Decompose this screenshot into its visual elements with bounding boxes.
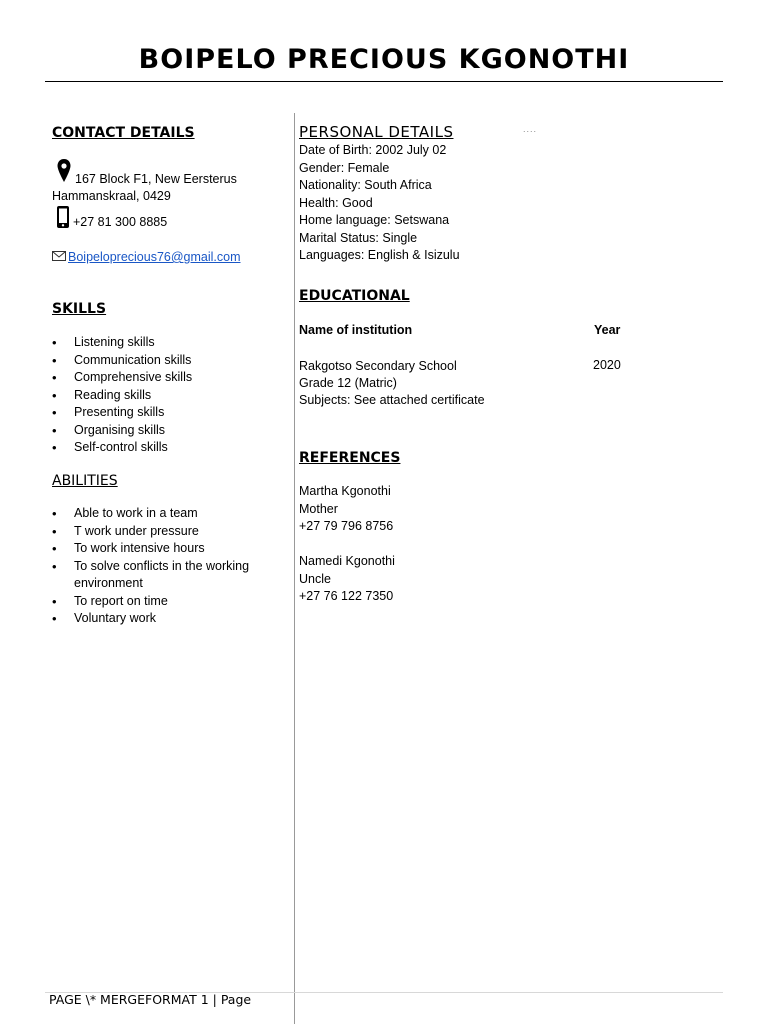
mobile-phone-icon (55, 205, 71, 229)
grade-level: Grade 12 (Matric) (299, 376, 397, 390)
personal-details-heading: PERSONAL DETAILS (299, 123, 454, 141)
column-divider (294, 113, 295, 1024)
ability-item: • Able to work in a team (52, 505, 284, 523)
ability-item: • To work intensive hours (52, 540, 284, 558)
reference-entry (299, 553, 395, 606)
ability-item: • To solve conflicts in the working environment (52, 558, 284, 593)
personal-detail-line: Health: Good (299, 195, 373, 210)
ability-item: • T work under pressure (52, 523, 284, 541)
reference-name: Martha Kgonothi (299, 484, 391, 498)
decorative-dots: .... (523, 124, 538, 134)
year-column-header: Year (594, 323, 621, 337)
skills-heading: SKILLS (52, 301, 107, 317)
abilities-heading: ABILITIES (52, 473, 118, 489)
resume-name: BOIPELO PRECIOUS KGONOTHI (138, 44, 630, 75)
skill-item: • Presenting skills (52, 404, 192, 422)
reference-phone: +27 79 796 8756 (299, 519, 394, 533)
phone-number: +27 81 300 8885 (73, 215, 168, 229)
email-link[interactable]: Boipeloprecious76@gmail.com (68, 250, 241, 264)
skill-item: • Communication skills (52, 352, 192, 370)
personal-detail-line: Home language: Setswana (299, 213, 450, 227)
reference-relation: Uncle (299, 571, 331, 586)
map-pin-icon (56, 158, 72, 184)
school-year: 2020 (593, 358, 621, 372)
address-line-2: Hammanskraal, 0429 (52, 189, 171, 203)
education-heading: EDUCATIONAL (299, 288, 410, 304)
contact-heading: CONTACT DETAILS (52, 125, 195, 141)
ability-item: • Voluntary work (52, 610, 284, 628)
reference-relation: Mother (299, 501, 338, 516)
personal-detail-line: Languages: English & Isizulu (299, 248, 460, 262)
institution-column-header: Name of institution (299, 323, 413, 337)
skill-item: • Self-control skills (52, 439, 192, 457)
personal-detail-line: Marital Status: Single (299, 230, 418, 245)
personal-detail-line: Nationality: South Africa (299, 178, 432, 192)
reference-phone: +27 76 122 7350 (299, 589, 394, 603)
address-line-1: 167 Block F1, New Eersterus (75, 172, 237, 186)
school-name: Rakgotso Secondary School (299, 359, 457, 373)
subjects-note: Subjects: See attached certificate (299, 393, 485, 407)
envelope-icon (52, 250, 66, 262)
skill-item: • Comprehensive skills (52, 369, 192, 387)
personal-detail-line: Date of Birth: 2002 July 02 (299, 143, 447, 157)
personal-detail-line: Gender: Female (299, 160, 390, 175)
reference-entry (299, 483, 393, 536)
skill-item: • Listening skills (52, 334, 192, 352)
title-divider (45, 81, 723, 82)
ability-item: • To report on time (52, 593, 284, 611)
page-footer: PAGE \* MERGEFORMAT 1 | Page (49, 992, 252, 1007)
references-heading: REFERENCES (299, 450, 401, 466)
skill-item: • Reading skills (52, 387, 192, 405)
abilities-list (52, 505, 284, 628)
skills-list (52, 334, 192, 457)
personal-details-block (299, 142, 460, 265)
skill-item: • Organising skills (52, 422, 192, 440)
reference-name: Namedi Kgonothi (299, 554, 395, 568)
